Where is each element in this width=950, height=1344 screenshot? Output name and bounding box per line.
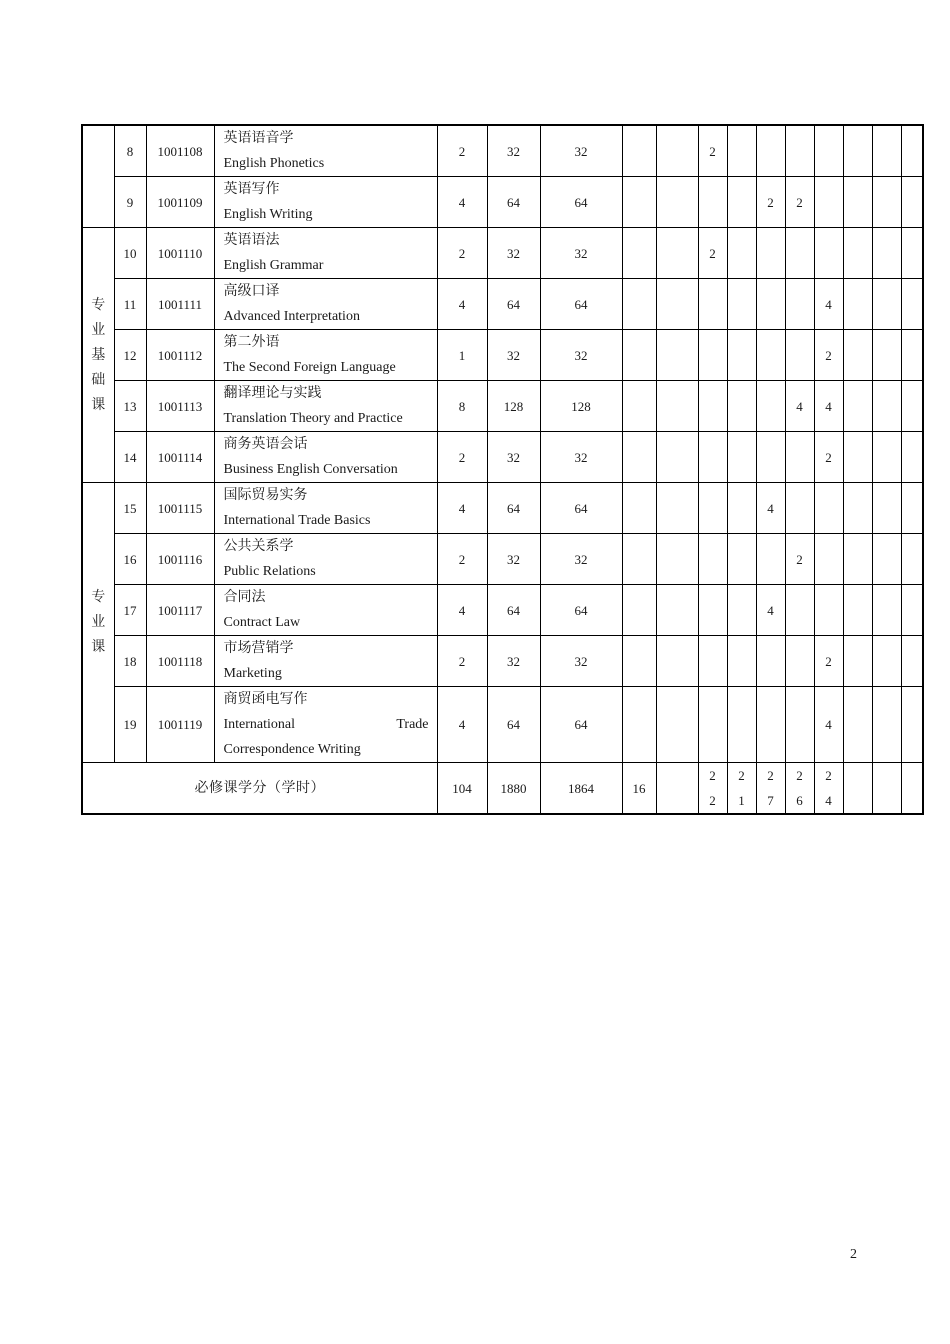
course-name-zh: 英语语法	[223, 233, 280, 248]
course-code-cell: 1001112	[146, 330, 214, 381]
page-number: 2	[850, 1247, 857, 1262]
course-name-cell	[214, 177, 437, 228]
course-name-zh: 市场营销学	[223, 641, 294, 656]
semester-cell: 4	[814, 687, 843, 763]
category-char: 课	[91, 640, 106, 655]
total-semester-digit: 2	[738, 768, 745, 783]
semester-cell	[656, 432, 698, 483]
course-name-zh: 第二外语	[223, 335, 280, 350]
total-hours-cell: 32	[487, 125, 540, 177]
semester-cell	[901, 279, 923, 330]
semester-cell	[756, 687, 785, 763]
semester-cell	[727, 381, 756, 432]
total-semester-digit: 6	[796, 793, 803, 808]
semester-cell	[785, 636, 814, 687]
semester-cell: 2	[785, 534, 814, 585]
total-hours-cell: 32	[487, 330, 540, 381]
credits-cell: 4	[437, 687, 487, 763]
semester-cell	[872, 636, 901, 687]
semester-cell	[698, 483, 727, 534]
course-name-cell	[214, 381, 437, 432]
semester-cell	[785, 330, 814, 381]
course-name-cell	[214, 432, 437, 483]
theory-hours-cell: 32	[540, 228, 622, 279]
row-number-cell: 8	[114, 125, 146, 177]
semester-cell	[656, 687, 698, 763]
course-code-cell: 1001118	[146, 636, 214, 687]
semester-cell	[843, 687, 872, 763]
course-name-en: Business English Conversation	[223, 462, 398, 477]
semester-cell	[901, 432, 923, 483]
row-number-cell: 9	[114, 177, 146, 228]
course-name-zh: 国际贸易实务	[223, 488, 308, 503]
total-hours-cell: 64	[487, 687, 540, 763]
semester-cell	[901, 687, 923, 763]
category-char: 业	[91, 615, 106, 630]
category-char: 础	[91, 372, 106, 388]
table-body	[82, 125, 923, 814]
total-hours-cell: 128	[487, 381, 540, 432]
semester-cell	[727, 330, 756, 381]
total-theory-cell: 1864	[540, 763, 622, 815]
total-semester-digit: 2	[825, 768, 832, 783]
semester-cell	[843, 381, 872, 432]
semester-cell	[756, 330, 785, 381]
total-semester-digit: 7	[767, 793, 774, 808]
row-number-cell: 16	[114, 534, 146, 585]
semester-cell	[756, 534, 785, 585]
semester-cell	[756, 125, 785, 177]
total-semester-cell	[756, 763, 785, 815]
course-name-en: Contract Law	[223, 615, 301, 630]
course-code-cell: 1001111	[146, 279, 214, 330]
table-row	[82, 636, 923, 687]
course-name-zh: 商务英语会话	[223, 437, 308, 452]
semester-cell	[756, 228, 785, 279]
course-name-en: Marketing	[223, 666, 282, 681]
semester-cell	[785, 483, 814, 534]
semester-cell	[843, 483, 872, 534]
semester-cell	[727, 177, 756, 228]
credits-cell: 2	[437, 228, 487, 279]
theory-hours-cell: 32	[540, 636, 622, 687]
practice-hours-cell	[622, 279, 656, 330]
course-name-en-part: Trade	[396, 717, 429, 732]
table-row	[82, 177, 923, 228]
semester-cell	[872, 381, 901, 432]
total-hours-cell: 64	[487, 177, 540, 228]
semester-cell	[698, 585, 727, 636]
table-row	[82, 585, 923, 636]
course-name-zh: 合同法	[223, 590, 266, 605]
category-cell	[82, 125, 114, 228]
semester-cell	[901, 330, 923, 381]
semester-cell	[814, 483, 843, 534]
practice-hours-cell	[622, 177, 656, 228]
credits-cell: 2	[437, 534, 487, 585]
semester-cell	[843, 125, 872, 177]
row-number-cell: 18	[114, 636, 146, 687]
course-name-cell	[214, 585, 437, 636]
semester-cell	[901, 763, 923, 815]
semester-cell	[843, 228, 872, 279]
practice-hours-cell	[622, 585, 656, 636]
semester-cell	[756, 381, 785, 432]
table-row	[82, 125, 923, 177]
semester-cell	[756, 636, 785, 687]
semester-cell	[656, 483, 698, 534]
total-practice-cell: 16	[622, 763, 656, 815]
semester-cell	[656, 763, 698, 815]
course-name-zh: 商贸函电写作	[223, 692, 308, 707]
semester-cell	[698, 432, 727, 483]
course-code-cell: 1001117	[146, 585, 214, 636]
semester-cell: 2	[756, 177, 785, 228]
semester-cell	[814, 125, 843, 177]
practice-hours-cell	[622, 483, 656, 534]
semester-cell	[698, 177, 727, 228]
category-char: 课	[91, 397, 106, 413]
practice-hours-cell	[622, 636, 656, 687]
theory-hours-cell: 32	[540, 432, 622, 483]
semester-cell	[843, 636, 872, 687]
table-row	[82, 330, 923, 381]
semester-cell	[698, 534, 727, 585]
theory-hours-cell: 32	[540, 534, 622, 585]
table-row	[82, 687, 923, 763]
semester-cell	[656, 585, 698, 636]
semester-cell	[656, 125, 698, 177]
course-name-en: Translation Theory and Practice	[223, 411, 403, 426]
semester-cell	[656, 228, 698, 279]
row-number-cell: 15	[114, 483, 146, 534]
row-number-cell: 19	[114, 687, 146, 763]
practice-hours-cell	[622, 432, 656, 483]
semester-cell: 4	[756, 585, 785, 636]
category-char: 基	[91, 347, 106, 363]
course-name-cell	[214, 534, 437, 585]
semester-cell	[814, 228, 843, 279]
semester-cell: 2	[785, 177, 814, 228]
practice-hours-cell	[622, 381, 656, 432]
semester-cell	[872, 534, 901, 585]
total-label: 必修课学分（学时）	[82, 763, 437, 815]
course-name-en: English Writing	[223, 207, 313, 222]
semester-cell	[901, 483, 923, 534]
row-number-cell: 11	[114, 279, 146, 330]
course-code-cell: 1001110	[146, 228, 214, 279]
total-semester-cell	[698, 763, 727, 815]
semester-cell: 2	[814, 432, 843, 483]
total-credits-cell: 104	[437, 763, 487, 815]
course-name-cell	[214, 330, 437, 381]
category-cell	[82, 228, 114, 483]
row-number-cell: 14	[114, 432, 146, 483]
course-name-cell	[214, 228, 437, 279]
semester-cell	[901, 381, 923, 432]
row-number-cell: 12	[114, 330, 146, 381]
category-char: 专	[91, 590, 106, 605]
course-code-cell: 1001119	[146, 687, 214, 763]
semester-cell: 2	[698, 125, 727, 177]
total-semester-digit: 1	[738, 793, 745, 808]
semester-cell	[872, 687, 901, 763]
total-row	[82, 763, 923, 815]
credits-cell: 2	[437, 636, 487, 687]
course-name-zh: 公共关系学	[223, 539, 294, 554]
course-name-en-line2: Correspondence Writing	[223, 742, 361, 757]
semester-cell	[901, 534, 923, 585]
semester-cell	[727, 585, 756, 636]
total-semester-digit: 2	[796, 768, 803, 783]
theory-hours-cell: 128	[540, 381, 622, 432]
practice-hours-cell	[622, 228, 656, 279]
theory-hours-cell: 64	[540, 585, 622, 636]
semester-cell: 4	[785, 381, 814, 432]
practice-hours-cell	[622, 330, 656, 381]
semester-cell	[785, 432, 814, 483]
course-name-zh: 翻译理论与实践	[223, 386, 322, 401]
practice-hours-cell	[622, 125, 656, 177]
total-hours-cell: 64	[487, 585, 540, 636]
course-name-en: Advanced Interpretation	[223, 309, 360, 324]
semester-cell	[727, 636, 756, 687]
semester-cell	[872, 228, 901, 279]
course-name-cell	[214, 636, 437, 687]
course-code-cell: 1001108	[146, 125, 214, 177]
semester-cell	[901, 125, 923, 177]
semester-cell	[785, 279, 814, 330]
semester-cell	[656, 177, 698, 228]
semester-cell: 4	[756, 483, 785, 534]
semester-cell	[656, 636, 698, 687]
table-row	[82, 228, 923, 279]
semester-cell	[756, 279, 785, 330]
credits-cell: 2	[437, 125, 487, 177]
course-name-zh: 英语写作	[223, 182, 280, 197]
row-number-cell: 10	[114, 228, 146, 279]
semester-cell	[872, 432, 901, 483]
semester-cell	[785, 585, 814, 636]
semester-cell	[872, 125, 901, 177]
semester-cell	[843, 432, 872, 483]
theory-hours-cell: 64	[540, 687, 622, 763]
semester-cell	[872, 585, 901, 636]
course-code-cell: 1001115	[146, 483, 214, 534]
course-name-cell	[214, 125, 437, 177]
semester-cell	[698, 279, 727, 330]
total-semester-digit: 2	[709, 768, 716, 783]
semester-cell: 2	[814, 330, 843, 381]
total-hours-cell: 1880	[487, 763, 540, 815]
semester-cell	[656, 279, 698, 330]
category-char: 专	[91, 297, 106, 313]
semester-cell	[814, 534, 843, 585]
table-row	[82, 483, 923, 534]
category-char: 业	[91, 322, 106, 338]
row-number-cell: 13	[114, 381, 146, 432]
semester-cell	[872, 763, 901, 815]
course-code-cell: 1001114	[146, 432, 214, 483]
semester-cell	[785, 228, 814, 279]
credits-cell: 4	[437, 279, 487, 330]
total-semester-cell	[814, 763, 843, 815]
table-row	[82, 432, 923, 483]
theory-hours-cell: 32	[540, 125, 622, 177]
course-code-cell: 1001113	[146, 381, 214, 432]
semester-cell	[843, 763, 872, 815]
semester-cell	[843, 279, 872, 330]
semester-cell	[727, 279, 756, 330]
semester-cell	[698, 381, 727, 432]
semester-cell	[872, 177, 901, 228]
credits-cell: 8	[437, 381, 487, 432]
semester-cell	[727, 432, 756, 483]
semester-cell	[843, 177, 872, 228]
semester-cell	[727, 125, 756, 177]
total-hours-cell: 64	[487, 483, 540, 534]
semester-cell: 2	[698, 228, 727, 279]
course-name-cell	[214, 279, 437, 330]
semester-cell: 2	[814, 636, 843, 687]
total-semester-cell	[727, 763, 756, 815]
theory-hours-cell: 64	[540, 483, 622, 534]
theory-hours-cell: 32	[540, 330, 622, 381]
theory-hours-cell: 64	[540, 177, 622, 228]
credits-cell: 4	[437, 483, 487, 534]
semester-cell	[901, 177, 923, 228]
semester-cell	[843, 330, 872, 381]
total-hours-cell: 32	[487, 432, 540, 483]
course-name-en: The Second Foreign Language	[223, 360, 396, 375]
course-name-cell	[214, 483, 437, 534]
total-semester-digit: 2	[767, 768, 774, 783]
semester-cell	[656, 534, 698, 585]
course-name-en: English Phonetics	[223, 156, 325, 171]
course-name-en-part: International	[223, 717, 296, 732]
course-name-en-line1	[224, 712, 429, 737]
credits-cell: 4	[437, 177, 487, 228]
course-code-cell: 1001116	[146, 534, 214, 585]
semester-cell: 4	[814, 381, 843, 432]
semester-cell	[698, 330, 727, 381]
table-row	[82, 279, 923, 330]
semester-cell	[756, 432, 785, 483]
semester-cell	[814, 585, 843, 636]
semester-cell	[727, 687, 756, 763]
semester-cell	[872, 330, 901, 381]
credits-cell: 1	[437, 330, 487, 381]
total-semester-digit: 4	[825, 793, 832, 808]
semester-cell	[901, 228, 923, 279]
row-number-cell: 17	[114, 585, 146, 636]
total-hours-cell: 32	[487, 636, 540, 687]
practice-hours-cell	[622, 687, 656, 763]
semester-cell	[901, 636, 923, 687]
semester-cell	[814, 177, 843, 228]
semester-cell	[872, 483, 901, 534]
semester-cell: 4	[814, 279, 843, 330]
semester-cell	[785, 125, 814, 177]
course-plan-table	[81, 124, 924, 815]
table-row	[82, 381, 923, 432]
total-semester-cell	[785, 763, 814, 815]
total-hours-cell: 32	[487, 228, 540, 279]
semester-cell	[656, 381, 698, 432]
table-row	[82, 534, 923, 585]
total-hours-cell: 32	[487, 534, 540, 585]
semester-cell	[698, 687, 727, 763]
practice-hours-cell	[622, 534, 656, 585]
credits-cell: 2	[437, 432, 487, 483]
course-name-cell	[214, 687, 437, 763]
semester-cell	[727, 228, 756, 279]
total-semester-digit: 2	[709, 793, 716, 808]
semester-cell	[727, 534, 756, 585]
semester-cell	[901, 585, 923, 636]
semester-cell	[785, 687, 814, 763]
semester-cell	[698, 636, 727, 687]
course-code-cell: 1001109	[146, 177, 214, 228]
course-name-en: English Grammar	[223, 258, 324, 273]
semester-cell	[727, 483, 756, 534]
credits-cell: 4	[437, 585, 487, 636]
semester-cell	[843, 585, 872, 636]
course-name-en: International Trade Basics	[223, 513, 371, 528]
theory-hours-cell: 64	[540, 279, 622, 330]
semester-cell	[872, 279, 901, 330]
course-name-en: Public Relations	[223, 564, 316, 579]
semester-cell	[656, 330, 698, 381]
category-cell	[82, 483, 114, 763]
total-hours-cell: 64	[487, 279, 540, 330]
course-name-zh: 高级口译	[223, 284, 280, 299]
course-name-zh: 英语语音学	[223, 131, 294, 146]
semester-cell	[843, 534, 872, 585]
